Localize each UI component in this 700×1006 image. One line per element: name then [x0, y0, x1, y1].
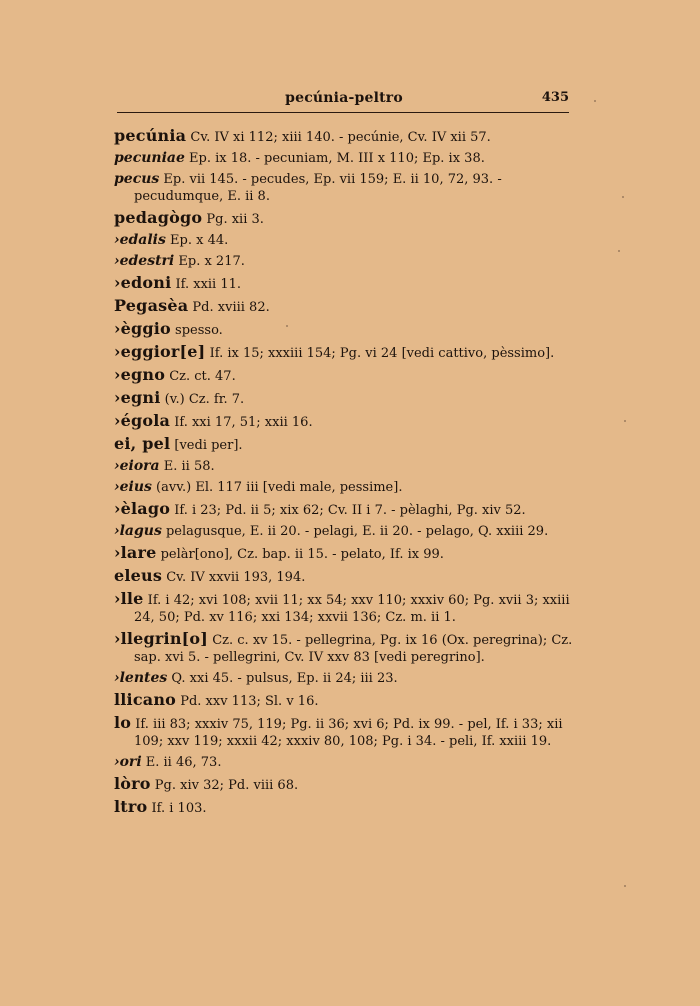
entry-references: If. xxii 11.: [171, 277, 242, 292]
dictionary-entry: [114, 567, 574, 586]
entry-references: (avv.) El. 117 iii [vedi male, pessime].: [151, 480, 403, 495]
dictionary-entry: [114, 232, 574, 249]
entry-headword: ›egno: [114, 365, 166, 384]
page-header: [117, 88, 571, 110]
entry-headword: ›lare: [114, 543, 157, 562]
entry-headword: ›llegrin[o]: [114, 629, 209, 648]
dictionary-entry: [114, 523, 574, 540]
dictionary-entry: [114, 297, 574, 316]
entry-references: If. xxi 17, 51; xxii 16.: [170, 415, 313, 430]
entry-references: Cz. c. xv 15. - pellegrina, Pg. ix 16 (Ox. peregrina); Cz. sap. xvi 5. - pellegrini, Cv. IV xxv 83 [vedi peregrino].: [134, 633, 573, 665]
paper-speck: [618, 250, 620, 252]
entry-headword: ›eiora: [114, 458, 160, 474]
entry-headword: pecuniae: [114, 150, 185, 166]
entry-headword: ei, pel: [114, 434, 171, 453]
dictionary-entry: [114, 343, 574, 362]
entry-references: Pg. xii 3.: [202, 212, 264, 227]
entry-references: If. ix 15; xxxiii 154; Pg. vi 24 [vedi cattivo, pèssimo].: [205, 346, 555, 361]
entry-headword: llicano: [114, 690, 177, 709]
dictionary-entry: [114, 320, 574, 339]
entry-references: Pd. xxv 113; Sl. v 16.: [176, 694, 319, 709]
dictionary-entry: [114, 691, 574, 710]
entry-headword: pecus: [114, 171, 160, 187]
dictionary-entry: [114, 412, 574, 431]
dictionary-entry: [114, 754, 574, 771]
dictionary-entry: [114, 714, 574, 750]
dictionary-entry: [114, 479, 574, 496]
dictionary-entry: [114, 366, 574, 385]
entry-references: spesso.: [170, 323, 223, 338]
dictionary-entry: [114, 798, 574, 817]
entry-headword: ›eius: [114, 479, 152, 495]
entry-headword: ›lentes: [114, 670, 168, 686]
dictionary-entry: [114, 127, 574, 146]
running-head: pecúnia-peltro: [285, 90, 403, 106]
entry-references: [vedi per].: [170, 438, 243, 453]
entry-references: If. i 42; xvi 108; xvii 11; xx 54; xxv 110; xxxiv 60; Pg. xvii 3; xxiii 24, 50; Pd. xv 116; xxi 134; xxvii 136; Cz. m. ii 1.: [134, 593, 570, 625]
entry-headword: ›edalis: [114, 232, 166, 248]
paper-speck: [624, 420, 626, 422]
entry-headword: ›edestri: [114, 253, 175, 269]
dictionary-entry: [114, 590, 574, 626]
entry-headword: Pegasèa: [114, 296, 189, 315]
dictionary-entry: [114, 544, 574, 563]
dictionary-entry: [114, 630, 574, 666]
entry-references: Pd. xviii 82.: [188, 300, 270, 315]
entry-headword: ›èggio: [114, 319, 171, 338]
entry-references: E. ii 46, 73.: [141, 755, 222, 770]
entry-headword: ›égola: [114, 411, 171, 430]
entry-headword: ›eggior[e]: [114, 342, 206, 361]
entry-references: Cv. IV xxvii 193, 194.: [162, 570, 306, 585]
dictionary-entry: [114, 670, 574, 687]
entry-references: Ep. ix 18. - pecuniam, M. III x 110; Ep. ix 38.: [184, 151, 485, 166]
dictionary-entry: [114, 389, 574, 408]
dictionary-entry: [114, 435, 574, 454]
entry-references: Q. xxi 45. - pulsus, Ep. ii 24; iii 23.: [167, 671, 398, 686]
entry-list: [114, 127, 574, 821]
entry-headword: ›egni: [114, 388, 161, 407]
dictionary-entry: [114, 274, 574, 293]
entry-references: pelàr[ono], Cz. bap. ii 15. - pelato, If. ix 99.: [156, 547, 444, 562]
entry-references: Ep. x 44.: [165, 233, 229, 248]
dictionary-entry: [114, 253, 574, 270]
entry-references: If. i 103.: [147, 801, 207, 816]
page-number: 435: [541, 90, 569, 105]
entry-headword: ›ori: [114, 754, 142, 770]
entry-references: Cz. ct. 47.: [165, 369, 236, 384]
paper-speck: [622, 196, 624, 198]
entry-references: Pg. xiv 32; Pd. viii 68.: [150, 778, 299, 793]
dictionary-entry: [114, 458, 574, 475]
entry-references: (v.) Cz. fr. 7.: [160, 392, 245, 407]
header-rule: [117, 112, 569, 113]
entry-headword: ltro: [114, 797, 148, 816]
entry-references: E. ii 58.: [159, 459, 215, 474]
entry-references: If. i 23; Pd. ii 5; xix 62; Cv. II i 7. - pèlaghi, Pg. xiv 52.: [170, 503, 526, 518]
entry-headword: lòro: [114, 774, 151, 793]
dictionary-entry: [114, 775, 574, 794]
entry-headword: pedagògo: [114, 208, 203, 227]
entry-headword: ›èlago: [114, 499, 171, 518]
dictionary-entry: [114, 500, 574, 519]
dictionary-entry: [114, 209, 574, 228]
entry-headword: pecúnia: [114, 126, 187, 145]
entry-references: pelagusque, E. ii 20. - pelagi, E. ii 20. - pelago, Q. xxiii 29.: [161, 524, 549, 539]
entry-headword: eleus: [114, 566, 163, 585]
entry-headword: ›lle: [114, 589, 144, 608]
dictionary-entry: [114, 171, 574, 205]
paper-speck: [286, 325, 288, 327]
paper-speck: [594, 100, 596, 102]
entry-headword: ›edoni: [114, 273, 172, 292]
entry-references: If. iii 83; xxxiv 75, 119; Pg. ii 36; xvi 6; Pd. ix 99. - pel, If. i 33; xii 109; xxv 119; xxxii 42; xxxiv 80, 108; Pg. i 34. - peli, If. xxiii 19.: [131, 717, 563, 749]
paper-speck: [624, 885, 626, 887]
entry-headword: lo: [114, 713, 132, 732]
entry-references: Cv. IV xi 112; xiii 140. - pecúnie, Cv. IV xii 57.: [186, 130, 491, 145]
entry-references: Ep. x 217.: [174, 254, 245, 269]
entry-headword: ›lagus: [114, 523, 162, 539]
entry-references: Ep. vii 145. - pecudes, Ep. vii 159; E. ii 10, 72, 93. - pecudumque, E. ii 8.: [134, 172, 502, 204]
dictionary-entry: [114, 150, 574, 167]
